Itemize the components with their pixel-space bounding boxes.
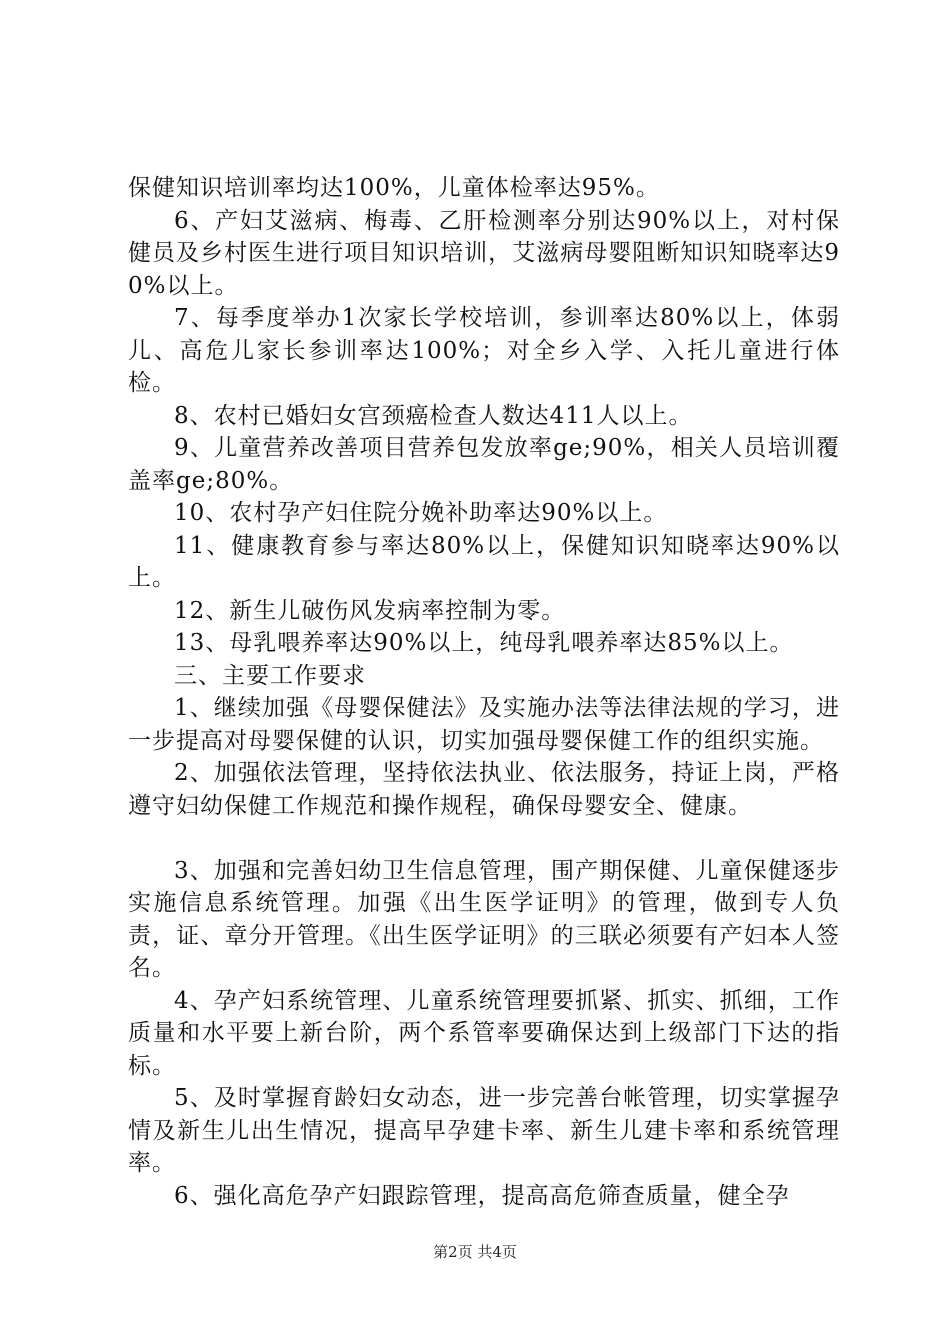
paragraph-item-12: 12、新生儿破伤风发病率控制为零。 [174,597,566,624]
requirement-item-5: 5、及时掌握育龄妇女动态，进一步完善台帐管理，切实掌握孕情及新生儿出生情况，提高早孕建卡率、新生儿建卡率和系统管理率。 [128,1085,840,1176]
paragraph-item-7: 7、每季度举办1次家长学校培训，参训率达80%以上，体弱儿、高危儿家长参训率达100%；对全乡入学、入托儿童进行体检。 [128,305,840,396]
requirement-item-1: 1、继续加强《母婴保健法》及实施办法等法律法规的学习，进一步提高对母婴保健的认识，切实加强母婴保健工作的组织实施。 [128,695,840,754]
page-number-footer: 第2页 共4页 [433,1243,517,1261]
requirement-item-6: 6、强化高危孕产妇跟踪管理，提高高危筛查质量，健全孕 [174,1182,790,1209]
requirement-item-4: 4、孕产妇系统管理、儿童系统管理要抓紧、抓实、抓细，工作质量和水平要上新台阶，两个系管率要确保达到上级部门下达的指标。 [128,987,840,1079]
paragraph-item-13: 13、母乳喂养率达90%以上，纯母乳喂养率达85%以上。 [174,630,794,656]
paragraph-item-6: 6、产妇艾滋病、梅毒、乙肝检测率分别达90%以上，对村保健员及乡村医生进行项目知识培训，艾滋病母婴阻断知识知晓率达90%以上。 [128,207,840,299]
document-body [128,172,840,1212]
paragraph-item-10: 10、农村孕产妇住院分娩补助率达90%以上。 [174,500,668,526]
paragraph-item-11: 11、健康教育参与率达80%以上，保健知识知晓率达90%以上。 [128,532,840,591]
requirement-item-3: 3、加强和完善妇幼卫生信息管理，围产期保健、儿童保健逐步实施信息系统管理。加强《出生医学证明》的管理，做到专人负责，证、章分开管理。《出生医学证明》的三联必须要有产妇本人签名。 [128,857,840,981]
section-heading: 三、主要工作要求 [174,662,366,689]
requirement-item-2: 2、加强依法管理，坚持依法执业、依法服务，持证上岗，严格遵守妇幼保健工作规范和操作规程，确保母婴安全、健康。 [128,760,840,819]
paragraph-item-8: 8、农村已婚妇女宫颈癌检查人数达411人以上。 [174,402,693,429]
paragraph-item-9: 9、儿童营养改善项目营养包发放率ge;90%，相关人员培训覆盖率ge;80%。 [128,435,840,494]
paragraph-continuation: 保健知识培训率均达100%，儿童体检率达95%。 [128,175,660,201]
